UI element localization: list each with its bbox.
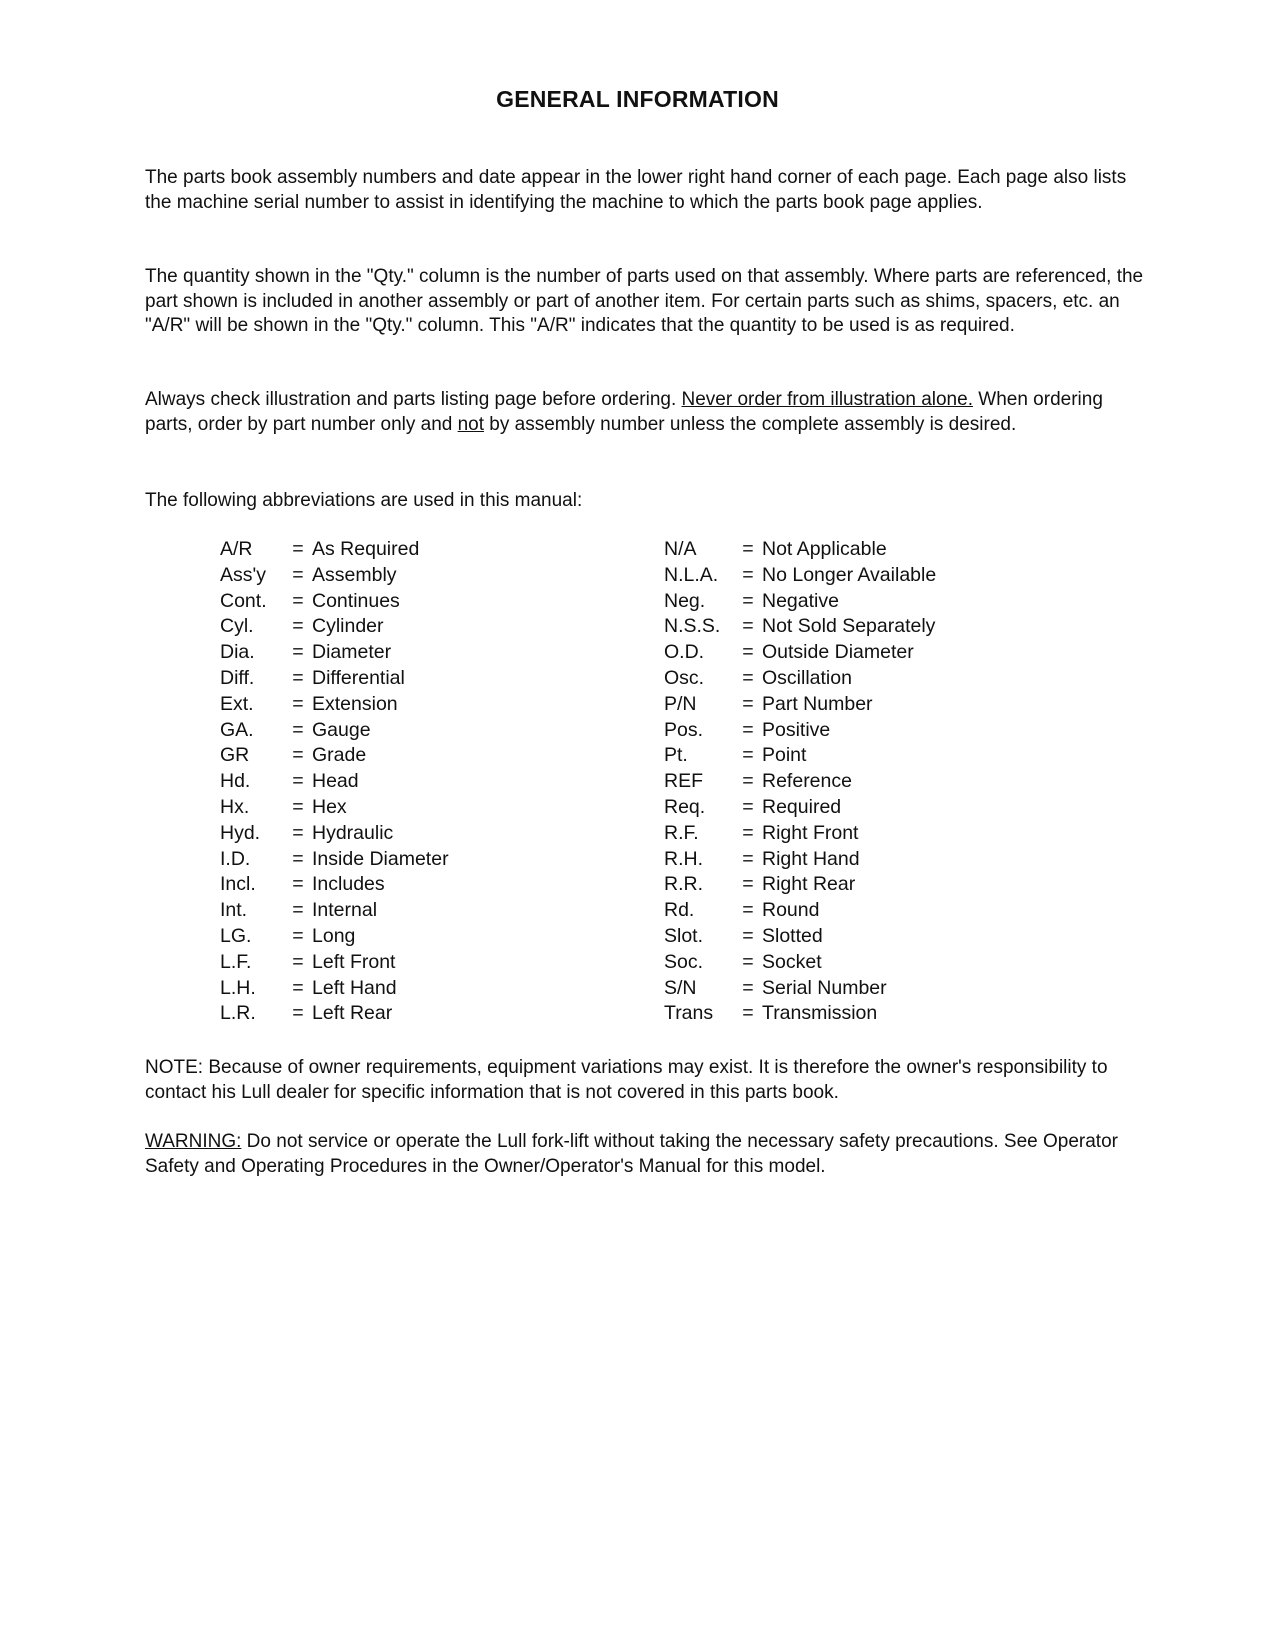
ordering-text-a: Always check illustration and parts listing page before ordering. — [145, 389, 682, 410]
abbreviation-definition: As Required — [312, 538, 420, 560]
abbreviation-code: Diff. — [220, 666, 255, 689]
abbreviation-definition: Round — [762, 899, 820, 922]
abbreviation-code: N/A — [664, 538, 697, 560]
abbreviation-code: L.R. — [220, 1002, 256, 1025]
abbreviation-code: Slot. — [664, 924, 704, 947]
paragraph-assembly-numbers: The parts book assembly numbers and date appear in the lower right hand corner of each page. Each page also lists the machine serial number to assist in identifying the machine to which the parts book page applies. — [145, 167, 1127, 213]
abbreviation-row — [220, 950, 449, 976]
abbreviation-row — [220, 537, 449, 563]
paragraph-ordering — [145, 388, 1155, 437]
abbreviation-code: N.S.S. — [664, 615, 721, 638]
abbreviation-row — [664, 718, 936, 744]
equals-sign: = — [292, 924, 304, 947]
abbreviation-code: A/R — [220, 538, 253, 560]
abbreviation-definition: No Longer Available — [762, 563, 937, 586]
abbreviation-code: Hd. — [220, 770, 251, 793]
abbreviation-code: REF — [664, 770, 703, 793]
abbreviation-definition: Differential — [312, 666, 405, 689]
abbreviation-definition: Not Applicable — [762, 538, 887, 560]
abbreviation-row — [664, 924, 936, 950]
abbreviation-code: Soc. — [664, 950, 704, 973]
abbreviation-code: R.H. — [664, 847, 703, 870]
abbreviation-row — [220, 847, 449, 873]
equals-sign: = — [292, 770, 304, 793]
paragraph-abbreviations-intro: The following abbreviations are used in this manual: — [145, 490, 583, 511]
abbreviation-definition: Left Rear — [312, 1002, 393, 1025]
equals-sign: = — [292, 847, 304, 870]
abbreviation-row — [220, 924, 449, 950]
abbreviation-code: Hx. — [220, 795, 250, 818]
abbreviation-row — [664, 872, 936, 898]
equals-sign: = — [742, 795, 754, 818]
abbreviation-definition: Right Hand — [762, 847, 860, 870]
abbreviation-definition: Extension — [312, 692, 398, 715]
abbreviation-definition: Serial Number — [762, 976, 887, 999]
abbreviation-code: Cyl. — [220, 615, 254, 638]
ordering-text-e: by assembly number unless the complete assembly is desired. — [484, 413, 1017, 435]
abbreviation-code: Neg. — [664, 589, 706, 612]
equals-sign: = — [292, 666, 304, 689]
abbreviation-definition: Left Hand — [312, 976, 397, 999]
abbreviation-code: L.H. — [220, 976, 256, 999]
abbreviation-code: Req. — [664, 795, 706, 818]
abbreviation-row — [220, 589, 449, 615]
abbreviation-definition: Hydraulic — [312, 821, 394, 844]
equals-sign: = — [742, 1002, 754, 1025]
abbreviation-code: R.F. — [664, 821, 699, 844]
abbreviation-code: Int. — [220, 899, 248, 922]
abbreviation-row — [664, 847, 936, 873]
abbreviation-row — [664, 898, 936, 924]
abbreviation-code: Trans — [664, 1002, 714, 1025]
abbreviations-left-column — [220, 537, 449, 1027]
ordering-emphasis-never-order: Never order from illustration alone. — [681, 389, 973, 410]
abbreviation-row — [220, 614, 449, 640]
equals-sign: = — [292, 976, 304, 999]
abbreviation-row — [664, 614, 936, 640]
abbreviation-definition: Hex — [312, 795, 347, 818]
abbreviation-definition: Gauge — [312, 718, 371, 741]
abbreviation-definition: Left Front — [312, 950, 396, 973]
abbreviation-code: L.F. — [220, 950, 252, 973]
abbreviation-code: Pt. — [664, 744, 688, 767]
abbreviation-code: O.D. — [664, 641, 705, 664]
abbreviation-row — [664, 589, 936, 615]
abbreviation-code: Incl. — [220, 873, 256, 896]
abbreviation-code: Pos. — [664, 718, 704, 741]
abbreviation-definition: Reference — [762, 770, 852, 793]
abbreviation-definition: Transmission — [762, 1002, 878, 1025]
equals-sign: = — [742, 589, 754, 612]
abbreviation-code: S/N — [664, 976, 697, 999]
abbreviation-row — [664, 666, 936, 692]
equals-sign: = — [292, 538, 304, 560]
abbreviation-row — [220, 666, 449, 692]
abbreviation-row — [220, 976, 449, 1002]
abbreviation-row — [664, 563, 936, 589]
equals-sign: = — [292, 1002, 304, 1025]
warning-paragraph — [145, 1130, 1155, 1179]
ordering-emphasis-not: not — [457, 413, 485, 435]
abbreviation-definition: Outside Diameter — [762, 641, 914, 664]
abbreviation-code: Ext. — [220, 692, 254, 715]
abbreviation-code: Cont. — [220, 589, 267, 612]
abbreviation-row — [220, 743, 449, 769]
abbreviation-definition: Grade — [312, 744, 367, 767]
abbreviation-code: Dia. — [220, 641, 255, 664]
abbreviation-definition: Diameter — [312, 641, 392, 664]
equals-sign: = — [742, 744, 754, 767]
abbreviation-code: N.L.A. — [664, 563, 719, 586]
paragraph-quantity: The quantity shown in the "Qty." column is the number of parts used on that assembly. Where parts are referenced, the part shown is included in another assembly or part of another item. For certain parts such as shims, spacers, etc. an "A/R" will be shown in the "Qty." column. This "A/R" indicates that the quantity to be used is as required. — [145, 266, 1144, 336]
equals-sign: = — [742, 899, 754, 922]
abbreviation-definition: Long — [312, 924, 356, 947]
equals-sign: = — [742, 666, 754, 689]
equals-sign: = — [292, 873, 304, 896]
abbreviation-row — [664, 821, 936, 847]
equals-sign: = — [742, 641, 754, 664]
abbreviation-row — [220, 563, 449, 589]
equals-sign: = — [742, 615, 754, 638]
abbreviation-code: Osc. — [664, 666, 705, 689]
abbreviation-definition: Continues — [312, 589, 400, 612]
abbreviation-definition: Not Sold Separately — [762, 615, 936, 638]
abbreviation-definition: Assembly — [312, 563, 397, 586]
abbreviation-row — [664, 743, 936, 769]
abbreviation-row — [664, 692, 936, 718]
equals-sign: = — [292, 950, 304, 973]
abbreviation-row — [664, 640, 936, 666]
abbreviation-row — [220, 718, 449, 744]
abbreviation-definition: Oscillation — [762, 666, 852, 689]
abbreviation-code: R.R. — [664, 873, 703, 896]
equals-sign: = — [742, 563, 754, 586]
equals-sign: = — [292, 821, 304, 844]
abbreviation-definition: Right Front — [762, 821, 859, 844]
abbreviation-definition: Includes — [312, 873, 385, 896]
equals-sign: = — [292, 744, 304, 767]
abbreviation-code: P/N — [664, 692, 697, 715]
abbreviation-code: I.D. — [220, 847, 251, 870]
abbreviation-definition: Head — [312, 770, 359, 793]
equals-sign: = — [742, 976, 754, 999]
abbreviation-definition: Required — [762, 795, 842, 818]
abbreviation-definition: Slotted — [762, 924, 823, 947]
equals-sign: = — [292, 615, 304, 638]
abbreviation-code: Hyd. — [220, 821, 261, 844]
abbreviation-code: Ass'y — [220, 563, 266, 586]
abbreviation-row — [664, 950, 936, 976]
abbreviation-definition: Positive — [762, 718, 831, 741]
abbreviation-code: Rd. — [664, 899, 695, 922]
equals-sign: = — [742, 873, 754, 896]
equals-sign: = — [292, 899, 304, 922]
abbreviation-row — [220, 769, 449, 795]
warning-label: WARNING: — [145, 1131, 242, 1152]
equals-sign: = — [292, 795, 304, 818]
equals-sign: = — [742, 821, 754, 844]
abbreviation-definition: Inside Diameter — [312, 847, 449, 870]
equals-sign: = — [292, 641, 304, 664]
equals-sign: = — [742, 924, 754, 947]
note-paragraph: NOTE: Because of owner requirements, equipment variations may exist. It is therefore the owner's responsibility to contact his Lull dealer for specific information that is not covered in this parts book. — [145, 1057, 1108, 1103]
equals-sign: = — [742, 770, 754, 793]
equals-sign: = — [292, 718, 304, 741]
ordering-text-c: When ordering parts, order by part number only and — [145, 389, 1103, 435]
equals-sign: = — [742, 847, 754, 870]
abbreviation-row — [664, 795, 936, 821]
abbreviation-code: GA. — [220, 718, 254, 741]
abbreviation-row — [664, 976, 936, 1002]
abbreviation-definition: Internal — [312, 899, 378, 922]
abbreviation-definition: Socket — [762, 950, 822, 973]
abbreviation-row — [220, 692, 449, 718]
abbreviations-right-column — [664, 537, 936, 1027]
page-title: GENERAL INFORMATION — [496, 86, 779, 112]
abbreviation-row — [220, 898, 449, 924]
abbreviation-row — [220, 872, 449, 898]
equals-sign: = — [292, 589, 304, 612]
equals-sign: = — [742, 692, 754, 715]
equals-sign: = — [292, 692, 304, 715]
abbreviation-definition: Right Rear — [762, 873, 856, 896]
abbreviation-definition: Point — [762, 744, 807, 767]
abbreviation-row — [220, 1001, 449, 1027]
abbreviation-code: LG. — [220, 924, 252, 947]
abbreviation-code: GR — [220, 744, 250, 767]
abbreviation-definition: Negative — [762, 589, 839, 612]
equals-sign: = — [742, 538, 754, 560]
abbreviation-definition: Cylinder — [312, 615, 384, 638]
abbreviation-row — [664, 537, 936, 563]
abbreviation-row — [220, 795, 449, 821]
equals-sign: = — [292, 563, 304, 586]
abbreviation-row — [220, 640, 449, 666]
equals-sign: = — [742, 718, 754, 741]
abbreviation-row — [220, 821, 449, 847]
abbreviation-definition: Part Number — [762, 692, 873, 715]
warning-text: Do not service or operate the Lull fork-lift without taking the necessary safety precautions. See Operator Safety and Operating Procedures in the Owner/Operator's Manual for this model. — [145, 1131, 1118, 1177]
abbreviation-row — [664, 1001, 936, 1027]
abbreviation-row — [664, 769, 936, 795]
equals-sign: = — [742, 950, 754, 973]
